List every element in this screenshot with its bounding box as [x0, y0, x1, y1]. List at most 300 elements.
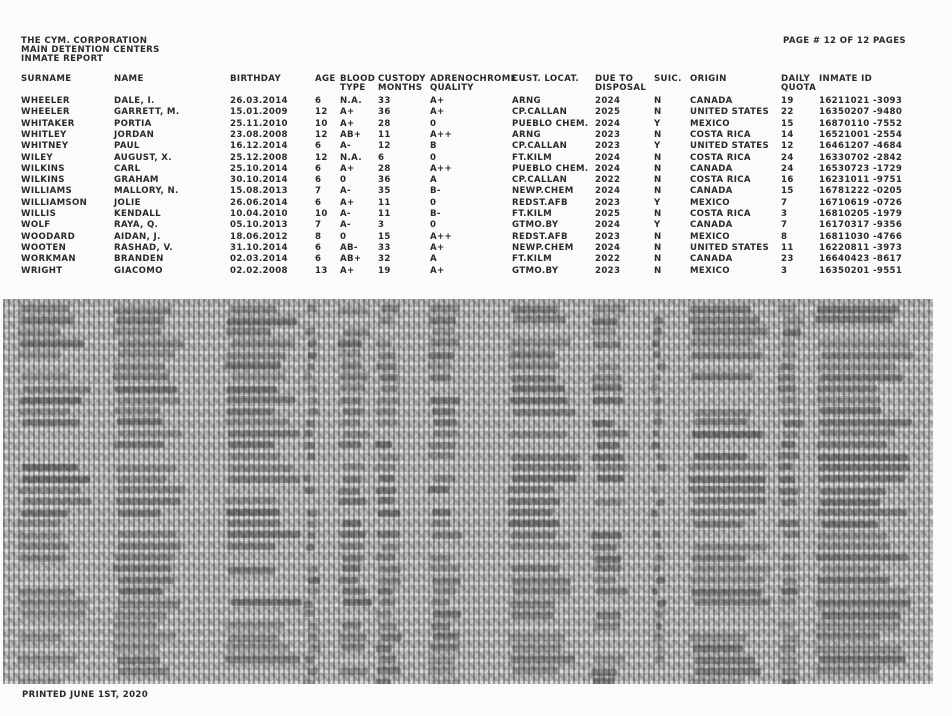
noise-band: [115, 612, 167, 619]
cell-age: 6: [315, 242, 322, 253]
noise-band: [694, 521, 743, 528]
column-header-label: CUST. LOCAT.: [512, 74, 580, 84]
cell-birthday: 26.03.2014: [230, 96, 288, 106]
noise-band: [304, 373, 312, 380]
noise-band: [511, 375, 556, 382]
noise-band: [783, 317, 804, 324]
noise-band: [21, 611, 86, 618]
cell-suic: N: [654, 186, 662, 197]
noise-band: [433, 611, 461, 618]
cell-origin: MEXICO: [690, 231, 730, 242]
noise-band: [226, 509, 279, 516]
noise-band: [19, 408, 71, 415]
noise-band: [817, 396, 880, 403]
noise-band: [381, 385, 398, 392]
noise-band: [783, 329, 800, 336]
column-header-due: [595, 75, 646, 93]
cell-name: PAUL: [114, 141, 140, 152]
noise-band: [342, 588, 366, 595]
page-indicator: PAGE # 12 OF 12 PAGES: [783, 36, 906, 46]
cell-birthday: 16.12.2014: [230, 141, 288, 152]
column-header-sublabel: QUALITY: [430, 83, 474, 93]
noise-band: [115, 386, 176, 393]
cell-id: 16810205 -1979: [819, 209, 903, 219]
noise-band: [433, 430, 458, 437]
noise-band: [654, 565, 660, 572]
cell-age: 10: [315, 118, 328, 129]
noise-band: [657, 363, 666, 370]
noise-band: [780, 599, 796, 606]
cell-birthday: 15.08.2013: [230, 186, 288, 197]
noise-band: [820, 499, 880, 506]
noise-band: [432, 509, 451, 516]
column-header-surname: [21, 75, 72, 84]
noise-band: [114, 622, 157, 629]
noise-band: [511, 532, 556, 539]
cell-locat: ARNG: [512, 129, 541, 140]
cell-birthday: 02.03.2014: [230, 254, 288, 265]
noise-band: [340, 397, 362, 404]
cell-age: 12: [315, 107, 328, 118]
column-header-label: SUIC.: [654, 74, 682, 84]
noise-band: [781, 588, 798, 595]
cell-adreno: A+: [430, 242, 445, 253]
cell-due: 2025: [595, 209, 621, 219]
cell-age: 7: [315, 186, 322, 197]
cell-suic: Y: [654, 197, 661, 208]
noise-band: [303, 680, 315, 685]
cell-origin: CANADA: [690, 163, 733, 174]
noise-band: [377, 531, 399, 538]
column-header-quota: [781, 75, 816, 93]
noise-band: [22, 476, 90, 483]
noise-band: [114, 363, 166, 370]
noise-band: [307, 532, 316, 539]
noise-band: [227, 408, 274, 415]
cell-quota: 11: [781, 242, 794, 253]
noise-band: [652, 340, 660, 347]
cell-suic: N: [654, 152, 662, 163]
noise-band: [818, 454, 907, 461]
noise-band: [430, 305, 460, 312]
cell-origin: COSTA RICA: [690, 209, 751, 219]
noise-band: [231, 340, 296, 347]
cell-id: 16170317 -9356: [819, 220, 903, 231]
cell-custody: 6: [378, 152, 385, 163]
noise-band: [689, 476, 766, 483]
noise-band: [820, 429, 895, 436]
noise-band: [379, 454, 399, 461]
noise-band: [22, 419, 79, 426]
noise-band: [818, 543, 891, 550]
cell-quota: 7: [781, 197, 788, 208]
cell-age: 6: [315, 197, 322, 208]
cell-id: 16330702 -2842: [819, 152, 903, 163]
noise-band: [779, 520, 799, 527]
noise-band: [226, 328, 271, 335]
noise-band: [18, 533, 62, 540]
noise-band: [305, 656, 314, 663]
noise-band: [690, 306, 751, 313]
noise-band: [430, 644, 459, 651]
cell-blood: 0: [340, 175, 347, 186]
cell-adreno: A+: [430, 265, 445, 276]
noise-band: [592, 454, 624, 461]
noise-band: [231, 373, 287, 380]
cell-locat: REDST.AFB: [512, 231, 568, 242]
cell-id: 16870110 -7552: [819, 118, 903, 129]
noise-band: [19, 543, 68, 550]
header-line-corporation: THE CYM. CORPORATION: [21, 36, 148, 46]
cell-due: 2024: [595, 220, 621, 231]
cell-origin: MEXICO: [690, 197, 730, 208]
noise-band: [227, 386, 277, 393]
noise-band: [815, 646, 902, 653]
cell-birthday: 30.10.2014: [230, 175, 288, 186]
noise-band: [379, 475, 394, 482]
cell-id: 16811030 -4766: [819, 231, 903, 242]
noise-band: [226, 644, 289, 651]
cell-due: 2024: [595, 242, 621, 253]
column-header-suic: [654, 75, 682, 84]
noise-band: [593, 341, 622, 348]
cell-birthday: 15.01.2009: [230, 107, 288, 118]
column-header-label: ORIGIN: [690, 74, 727, 84]
cell-adreno: B-: [430, 186, 441, 197]
noise-band: [689, 317, 760, 324]
noise-band: [340, 373, 368, 380]
cell-surname: WHITLEY: [21, 129, 67, 140]
noise-band: [341, 362, 362, 369]
cell-due: 2024: [595, 118, 621, 129]
cell-blood: A-: [340, 209, 351, 219]
noise-band: [652, 486, 658, 493]
cell-surname: WHITAKER: [21, 118, 75, 129]
noise-band: [781, 668, 799, 675]
noise-band: [656, 499, 664, 506]
noise-band: [307, 385, 317, 392]
cell-name: GRAHAM: [114, 175, 159, 186]
cell-due: 2024: [595, 152, 621, 163]
noise-band: [429, 452, 455, 459]
column-header-label: SURNAME: [21, 74, 72, 84]
noise-band: [512, 464, 581, 471]
cell-quota: 14: [781, 129, 794, 140]
noise-band: [592, 544, 617, 551]
noise-band: [304, 442, 314, 449]
cell-due: 2023: [595, 197, 621, 208]
noise-band: [816, 600, 911, 607]
cell-name: CARL: [114, 163, 141, 174]
noise-band: [594, 623, 620, 630]
cell-quota: 22: [781, 107, 794, 118]
cell-blood: AB-: [340, 242, 358, 253]
cell-birthday: 25.12.2008: [230, 152, 288, 163]
noise-band: [781, 396, 798, 403]
noise-band: [339, 498, 366, 505]
noise-band: [694, 453, 746, 460]
noise-band: [821, 352, 913, 359]
cell-custody: 15: [378, 231, 391, 242]
noise-band: [343, 431, 369, 438]
noise-band: [23, 386, 91, 393]
cell-adreno: 0: [430, 118, 437, 129]
table-row: [0, 255, 952, 266]
noise-band: [695, 418, 749, 425]
cell-locat: CP.CALLAN: [512, 141, 568, 152]
noise-band: [652, 588, 658, 595]
cell-locat: FT.KILM: [512, 152, 553, 163]
noise-band: [779, 305, 796, 312]
noise-band: [116, 317, 165, 324]
noise-band: [819, 475, 905, 482]
noise-band: [376, 340, 392, 347]
cell-origin: MEXICO: [690, 265, 730, 276]
noise-band: [20, 305, 69, 312]
cell-name: RAYA, Q.: [114, 220, 159, 231]
cell-custody: 33: [378, 242, 391, 253]
cell-adreno: A: [430, 175, 438, 186]
cell-adreno: B: [430, 141, 437, 152]
cell-birthday: 25.11.2010: [230, 118, 288, 129]
noise-band: [654, 418, 662, 425]
noise-band: [375, 679, 391, 684]
noise-band: [817, 577, 889, 584]
cell-blood: A+: [340, 107, 355, 118]
cell-age: 6: [315, 175, 322, 186]
cell-name: AUGUST, X.: [114, 152, 172, 163]
noise-band: [511, 612, 554, 619]
noise-band: [433, 633, 459, 640]
noise-band: [17, 656, 76, 663]
noise-band: [430, 339, 460, 346]
noise-band: [819, 464, 909, 471]
noise-band: [691, 373, 753, 380]
noise-band: [514, 316, 566, 323]
cell-blood: A+: [340, 118, 355, 129]
noise-band: [821, 521, 878, 528]
noise-band: [118, 350, 175, 357]
column-header-label: DAILY: [781, 74, 811, 84]
noise-band: [381, 544, 399, 551]
cell-locat: NEWP.CHEM: [512, 242, 574, 253]
cell-blood: A+: [340, 265, 355, 276]
cell-blood: A-: [340, 220, 351, 231]
noise-band: [376, 487, 396, 494]
cell-birthday: 05.10.2013: [230, 220, 288, 231]
noise-band: [431, 623, 450, 630]
noise-band: [818, 340, 909, 347]
noise-band: [379, 578, 402, 585]
cell-origin: COSTA RICA: [690, 152, 751, 163]
noise-band: [691, 589, 762, 596]
noise-band: [820, 488, 886, 495]
noise-band: [779, 657, 797, 664]
noise-band: [377, 667, 400, 674]
noise-band: [509, 362, 560, 369]
noise-band: [228, 476, 300, 483]
noise-band: [379, 566, 401, 573]
noise-band: [429, 352, 454, 359]
cell-birthday: 26.06.2014: [230, 197, 288, 208]
noise-band: [113, 307, 172, 314]
cell-quota: 3: [781, 209, 788, 219]
cell-adreno: B-: [430, 209, 441, 219]
noise-band: [308, 352, 317, 359]
noise-band: [656, 623, 662, 630]
cell-surname: WOLF: [21, 220, 51, 231]
cell-adreno: A++: [430, 231, 453, 242]
cell-custody: 3: [378, 220, 385, 231]
noise-band: [306, 420, 316, 427]
noise-band: [340, 543, 363, 550]
column-header-locat: [512, 75, 579, 84]
table-row: [0, 108, 952, 119]
noise-band: [819, 419, 911, 426]
noise-band: [114, 407, 161, 414]
cell-age: 10: [315, 209, 328, 219]
noise-band: [510, 543, 569, 550]
noise-band: [118, 601, 180, 608]
noise-band: [511, 578, 571, 585]
cell-blood: N.A.: [340, 96, 362, 106]
noise-band: [228, 567, 275, 574]
noise-band: [820, 407, 882, 414]
noise-band: [595, 577, 615, 584]
noise-band: [513, 588, 572, 595]
cell-quota: 15: [781, 118, 794, 129]
cell-name: JOLIE: [114, 197, 141, 208]
noise-band: [821, 612, 901, 619]
cell-birthday: 18.06.2012: [230, 231, 288, 242]
noise-band: [225, 656, 300, 663]
noise-band: [654, 317, 663, 324]
cell-blood: AB+: [340, 129, 362, 140]
noise-band: [225, 497, 275, 504]
cell-age: 13: [315, 265, 328, 276]
noise-band: [693, 645, 743, 652]
noise-band: [655, 397, 661, 404]
cell-birthday: 23.08.2008: [230, 129, 288, 140]
cell-blood: A-: [340, 186, 351, 197]
cell-due: 2023: [595, 129, 621, 140]
noise-band: [651, 510, 658, 517]
noise-band: [694, 566, 772, 573]
cell-quota: 15: [781, 186, 794, 197]
noise-band: [434, 419, 457, 426]
column-header-custody: [378, 75, 426, 93]
noise-band: [305, 487, 314, 494]
noise-band: [379, 623, 397, 630]
cell-quota: 12: [781, 141, 794, 152]
column-header-sublabel: DISPOSAL: [595, 83, 647, 93]
cell-custody: 33: [378, 96, 391, 106]
cell-adreno: 0: [430, 152, 437, 163]
cell-due: 2023: [595, 265, 621, 276]
cell-birthday: 25.10.2014: [230, 163, 288, 174]
cell-origin: CANADA: [690, 186, 733, 197]
noise-band: [434, 588, 456, 595]
cell-locat: FT.KILM: [512, 209, 553, 219]
noise-band: [119, 430, 182, 437]
noise-band: [309, 645, 321, 652]
cell-blood: 0: [340, 231, 347, 242]
cell-adreno: A++: [430, 163, 453, 174]
cell-surname: WHITNEY: [21, 141, 69, 152]
noise-band: [692, 431, 763, 438]
noise-band: [341, 644, 364, 651]
noise-band: [694, 497, 767, 504]
cell-quota: 24: [781, 152, 794, 163]
noise-band: [113, 328, 161, 335]
noise-band: [816, 623, 900, 630]
table-row: [0, 187, 952, 198]
column-header-age: [315, 75, 336, 84]
cell-surname: WILLIAMS: [21, 186, 73, 197]
cell-custody: 35: [378, 186, 391, 197]
noise-band: [430, 555, 451, 562]
table-row: [0, 233, 952, 244]
noise-band: [21, 373, 70, 380]
noise-band: [509, 509, 553, 516]
noise-band: [304, 430, 313, 437]
noise-band: [508, 498, 560, 505]
noise-band: [780, 408, 801, 415]
cell-suic: N: [654, 231, 662, 242]
noise-band: [593, 397, 624, 404]
noise-band: [597, 475, 624, 482]
noise-band: [596, 612, 622, 619]
noise-band: [304, 610, 315, 617]
noise-band: [376, 408, 397, 415]
cell-origin: CANADA: [690, 254, 733, 265]
cell-age: 6: [315, 96, 322, 106]
cell-id: 16350201 -9551: [819, 265, 903, 276]
noise-band: [340, 384, 364, 391]
cell-name: RASHAD, V.: [114, 242, 173, 253]
noise-band: [596, 464, 628, 471]
cell-id: 16350207 -9480: [819, 107, 903, 118]
cell-custody: 12: [378, 141, 391, 152]
noise-band: [343, 329, 370, 336]
cell-name: PORTIA: [114, 118, 152, 129]
noise-band: [782, 565, 796, 572]
noise-band: [305, 328, 314, 335]
noise-band: [340, 668, 368, 675]
noise-band: [228, 430, 299, 437]
column-header-label: DUE TO: [595, 74, 634, 84]
noise-band: [377, 419, 397, 426]
noise-band: [778, 452, 799, 459]
table-row: [0, 142, 952, 153]
noise-band: [783, 431, 798, 438]
cell-origin: COSTA RICA: [690, 175, 751, 186]
noise-band: [779, 488, 797, 495]
noise-band: [308, 340, 317, 347]
noise-band: [430, 374, 451, 381]
noise-band: [118, 577, 174, 584]
cell-age: 12: [315, 152, 328, 163]
report-header: [21, 37, 160, 64]
cell-suic: Y: [654, 141, 661, 152]
cell-suic: N: [654, 163, 662, 174]
cell-origin: COSTA RICA: [690, 129, 751, 140]
cell-adreno: A: [430, 254, 438, 265]
noise-band: [116, 465, 176, 472]
noise-band: [339, 441, 360, 448]
noise-band: [778, 385, 796, 392]
noise-band: [512, 385, 565, 392]
